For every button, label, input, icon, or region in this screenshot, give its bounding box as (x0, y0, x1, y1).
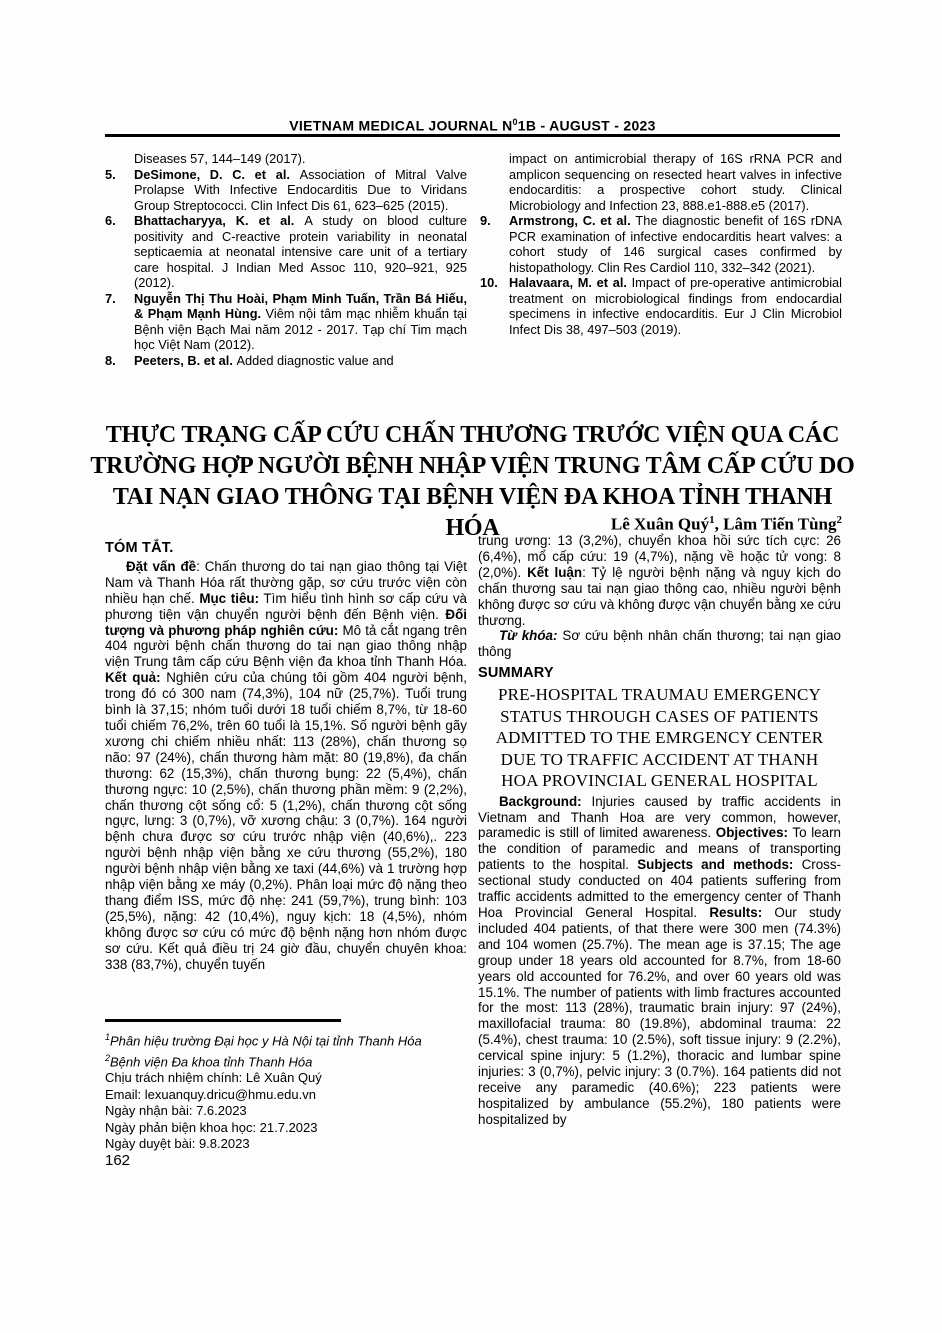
references-section (105, 151, 842, 368)
abstract-vietnamese-part2 (478, 533, 841, 628)
text-segment: Bhattacharyya, K. et al. (134, 213, 305, 228)
text-segment: Tìm hiểu tình hình sơ cấp cứu và phương tiện vận chuyển người bệnh đến Bệnh viện. (105, 590, 467, 622)
text-segment: Association of Mitral Valve Prolapse With Infective Endocarditis Due to Viridans Group Streptococci. Clin Infect Dis 61, 623–625 (2015). (134, 166, 467, 213)
text-segment: impact on antimicrobial therapy of 16S rRNA PCR and amplicon sequencing on resected heart valves in infective endocarditis: a prospective cohort study. Clinical Microbiology and Infection 23, 888.e1-888.e5 (2017). (509, 151, 842, 213)
references-left-column (105, 151, 467, 368)
footnote-line (105, 1029, 467, 1050)
text-segment: 1 (709, 514, 715, 526)
text-segment: Injuries caused by traffic accidents in Vietnam and Thanh Hoa are very common, however, paramedic is still of limited awareness. (478, 793, 841, 841)
text-segment: Từ khóa: (499, 628, 558, 644)
text-segment: : Chấn thương do tai nạn giao thông tại Việt Nam và Thanh Hóa rất thường gặp, sơ cứu trước viện còn nhiều hạn chế. (105, 558, 468, 606)
reference-item (480, 275, 842, 337)
abstract-vietnamese-part1 (105, 559, 467, 973)
text-segment: Cross-sectional study conducted on 404 patients suffering from traffic accidents admitted to the emergency center of Thanh Hoa Provincial General Hospital. (478, 857, 841, 920)
reference-item (105, 353, 467, 369)
footnote-text: Chịu trách nhiệm chính: Lê Xuân Quý (105, 1070, 322, 1086)
text-segment: Mô tả cắt ngang trên 404 người bệnh chấn thương do tai nạn giao thông nhập viện Trung tâm cấp cứu Bệnh viện đa khoa tỉnh Thanh Hóa. (105, 622, 468, 670)
text-segment: Đặt vấn đề (126, 558, 197, 574)
text-segment: Background: (499, 793, 582, 809)
references-right-column (480, 151, 842, 368)
journal-header-prefix: VIETNAM MEDICAL JOURNAL N (289, 117, 513, 134)
reference-item (105, 151, 467, 167)
text-segment: Viêm nội tâm mạc nhiễm khuẩn tại Bệnh viện Bạch Mai năm 2012 - 2017. Tạp chí Tim mạch học Việt Nam (2012). (134, 306, 467, 352)
footnote-lines (105, 1029, 467, 1153)
english-title (478, 684, 841, 792)
text-segment: Subjects and methods: (637, 857, 794, 873)
text-segment: Kết luận (527, 564, 583, 580)
text-segment: Đối tượng và phương pháp nghiên cứu: (105, 606, 467, 638)
footnote-text: Ngày nhận bài: 7.6.2023 (105, 1103, 247, 1119)
text-line: THỰC TRẠNG CẤP CỨU CHẤN THƯƠNG TRƯỚC VIỆN QUA CÁC (105, 422, 840, 448)
text-segment: A study on blood culture positivity and C-reactive protein variability in neonatal septicaemia at neonatal intensive care unit of a tertiary care hospital. J Indian Med Assoc 110, 920–921, 925 (2012). (134, 213, 467, 290)
reference-number: 10. (480, 275, 498, 290)
footnote-superscript: 1 (105, 1032, 111, 1042)
footnote-line (105, 1136, 467, 1152)
summary-heading: SUMMARY (478, 665, 554, 682)
footnote-text: Bệnh viện Đa khoa tỉnh Thanh Hóa (110, 1054, 313, 1070)
text-segment: Mục tiêu: (199, 590, 260, 606)
text-segment: Armstrong, C. et al. (509, 213, 636, 228)
abstract-heading: TÓM TẮT. (105, 540, 174, 556)
text-segment: trung ương: 13 (3,2%), chuyển khoa hồi sức tích cực: 26 (6,4%), mổ cấp cứu: 19 (4,7%), nặng về hoặc tử vong: 8 (2,0%). (478, 533, 841, 580)
text-segment: Objectives: (715, 825, 788, 841)
footnote-superscript: 2 (105, 1052, 111, 1063)
journal-header-suffix: 1B - AUGUST - 2023 (517, 117, 656, 134)
text-segment: Sơ cứu bệnh nhân chấn thương; tai nạn giao thông (478, 628, 842, 660)
reference-number: 6. (105, 213, 116, 228)
reference-number: 9. (480, 213, 491, 228)
footnote-text: Email: lexuanquy.dricu@hmu.edu.vn (105, 1086, 316, 1102)
footnote-line (105, 1103, 467, 1119)
text-segment: : Tỷ lệ người bệnh nặng và nguy kịch do chấn thương sau tai nạn giao thông cao, nhiều người bệnh không được sơ cứu và không được vận chuyển bằng xe cứu thương. (478, 564, 841, 628)
footnote-line (105, 1087, 467, 1103)
abstract-column-right (478, 533, 841, 1128)
reference-item (480, 213, 842, 275)
footnote-block (105, 1019, 467, 1153)
footnote-divider-rule (105, 1019, 341, 1022)
text-segment: To learn the condition of paramedic and means of transporting patients to the hospital. (478, 825, 841, 873)
text-segment: Peeters, B. et al. (134, 352, 237, 368)
text-segment: Kết quả: (105, 670, 161, 686)
text-line: PRE-HOSPITAL TRAUMAU EMERGENCY (498, 685, 821, 705)
page-number: 162 (105, 1152, 131, 1169)
reference-number: 8. (105, 352, 116, 368)
reference-number: 5. (105, 166, 116, 182)
text-line: HOA PROVINCIAL GENERAL HOSPITAL (501, 771, 818, 791)
reference-item (105, 213, 467, 291)
journal-header (105, 117, 840, 134)
reference-item (480, 151, 842, 213)
text-line: TRƯỜNG HỢP NGƯỜI BỆNH NHẬP VIỆN TRUNG TÂM CẤP CỨU DO (90, 453, 855, 479)
authors-line (105, 514, 842, 535)
footnote-line (105, 1050, 467, 1071)
footnote-text: Phân hiệu trường Đại học y Hà Nội tại tỉnh Thanh Hóa (110, 1033, 422, 1049)
reference-number: 7. (105, 290, 116, 306)
footnote-text: Ngày duyệt bài: 9.8.2023 (105, 1136, 250, 1152)
text-segment: Nguyễn Thị Thu Hoài, Phạm Minh Tuấn, Trần Bá Hiếu, & Phạm Mạnh Hùng. (134, 290, 467, 321)
text-segment: The diagnostic benefit of 16S rDNA PCR examination of infective endocarditis heart valves: a cohort study of 146 surgical cases confirmed by histopathology. Clin Res Cardiol 110, 332–342 (2021). (509, 213, 842, 275)
footnote-line (105, 1120, 467, 1136)
text-line: ADMITTED TO THE EMRGENCY CENTER (495, 728, 824, 748)
text-segment: Added diagnostic value and (236, 352, 394, 368)
text-segment: , Lâm Tiến Tùng (714, 514, 837, 534)
journal-header-superscript: 0 (512, 117, 518, 127)
abstract-english (478, 794, 841, 1128)
keywords-line (478, 628, 841, 660)
header-divider-rule (105, 134, 840, 137)
text-segment: Diseases 57, 144–149 (2017). (134, 151, 306, 166)
text-segment: DeSimone, D. C. et al. (134, 166, 300, 182)
text-segment: Lê Xuân Quý (610, 514, 710, 534)
text-line: DUE TO TRAFFIC ACCIDENT AT THANH (500, 749, 819, 769)
text-line: TAI NẠN GIAO THÔNG TẠI BỆNH VIỆN ĐA KHOA TỈNH THANH HÓA (112, 484, 833, 541)
text-segment: 2 (836, 514, 842, 526)
text-segment: Nghiên cứu của chúng tôi gồm 404 người bệnh, trong đó có 300 nam (74,3%), 104 nữ (25,7%). Tuổi trung bình là 37,15; nhóm tuổi dưới 18 tuổi chiếm 8,7%, từ 18-60 tuổi chiếm 76,2%, trên 60 tuổi là 15,1%. Số người bệnh gãy xương chi chiếm nhiều nhất: 113 (28%), chấn thương sọ não: 97 (24%), chấn thương hàm mặt: 80 (19,8%), đa chấn thương: 62 (15,3%), chấn thương bụng: 22 (5,4%), chấn thương ngực: 10 (2,5%), chấn thương phần mềm: 9 (2,2%), chấn thương cột sống cổ: 5 (1,2%), chấn thương cột sống ngực, lưng: 3 (0,7%), vỡ xương chậu: 3 (0,7%). 164 người bệnh chưa được sơ cứu trước nhập viện (40,6%),. 223 người bệnh nhập viện bằng xe cứu thương (55,2%), 180 người bệnh nhập viện bằng xe taxi (44,6%) và 1 trường hợp nhập viện bằng xe máy (0,2%). Phân loại mức độ nặng theo thang điểm ISS, mức độ nhẹ: 241 (59,7%), trung bình: 103 (25,5%), nặng: 42 (10,4%), nguy kịch: 18 (4,5%), nhóm không được sơ cứu có mức độ bệnh nặng hơn nhóm được sơ cứu. Kết quả điều trị 24 giờ đầu, chuyển chuyên khoa: 338 (83,7%), chuyển tuyến (105, 670, 467, 972)
footnote-text: Ngày phản biện khoa học: 21.7.2023 (105, 1119, 318, 1135)
text-segment: Impact of pre-operative antimicrobial treatment on microbiological findings from endocardial specimens in infective endocarditis. Eur J Clin Microbiol Infect Dis 38, 497–503 (2019). (509, 275, 843, 337)
text-segment: Results: (709, 905, 763, 920)
reference-item (105, 167, 467, 214)
text-segment: Halavaara, M. et al. (509, 275, 632, 290)
reference-item (105, 291, 467, 353)
abstract-column-left (105, 541, 467, 972)
footnote-line (105, 1070, 467, 1086)
text-line: STATUS THROUGH CASES OF PATIENTS (500, 706, 819, 726)
text-segment: Our study included 404 patients, of that there were 300 men (74.3%) and 104 women (25.7%). The mean age is 37.15; The age group under 18 years old accounted for 8.7%, from 18-60 years old accounted for 76.2%, and over 60 years old was 15.1%. The number of patients with limb fractures accounted for the most: 113 (28%), traumatic brain injury: 97 (24%), maxillofacial trauma: 80 (19.8%), abdominal trauma: 22 (5.4%), chest trauma: 10 (2.5%), soft tissue injury: 9 (2.2%), cervical spine injury: 5 (1.2%), thoracic and lumbar spine injuries: 3 (0,7%), pelvic injury: 3 (0.7%). 164 patients did not receive any paramedic (40.6%); 223 patients were hospitalized by ambulance (55.2%), 180 patients were hospitalized by (478, 905, 841, 1127)
